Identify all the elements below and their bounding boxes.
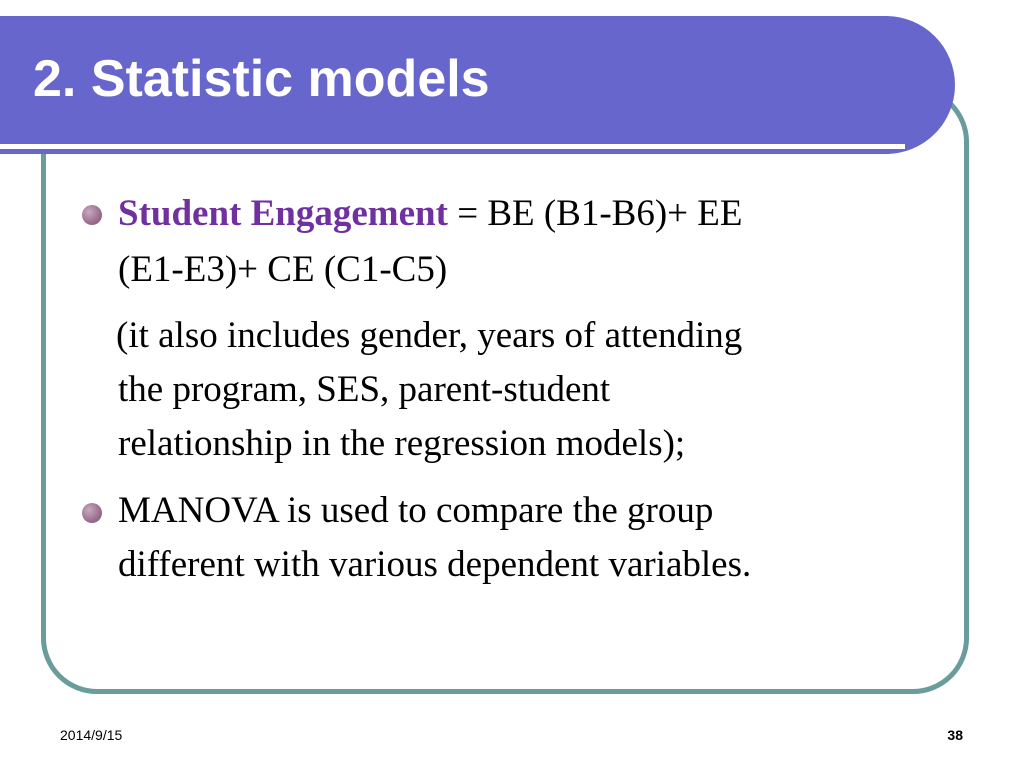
bullet-1-line-2: (E1-E3)+ CE (C1-C5) — [118, 249, 448, 290]
bullet-1-note-line-1: (it also includes gender, years of attending — [116, 315, 743, 356]
bullet-2-line-2: different with various dependent variables. — [118, 544, 752, 585]
bullet-1-line-1 — [118, 192, 743, 236]
bullet-2-line-1: MANOVA is used to compare the group — [118, 490, 714, 531]
page-number: 38 — [947, 727, 963, 743]
bullet-1-note-line-3: relationship in the regression models); — [118, 423, 686, 464]
bullet-1-note-line-2: the program, SES, parent-student — [118, 369, 611, 410]
bullet-1-formula: = BE (B1-B6)+ EE — [447, 193, 743, 234]
student-engagement-term: Student Engagement — [118, 193, 448, 234]
title-underline — [0, 144, 905, 149]
bullet-icon — [82, 503, 102, 523]
slide-title: 2. Statistic models — [33, 50, 490, 108]
bullet-icon — [82, 205, 102, 225]
footer-date: 2014/9/15 — [60, 727, 123, 743]
